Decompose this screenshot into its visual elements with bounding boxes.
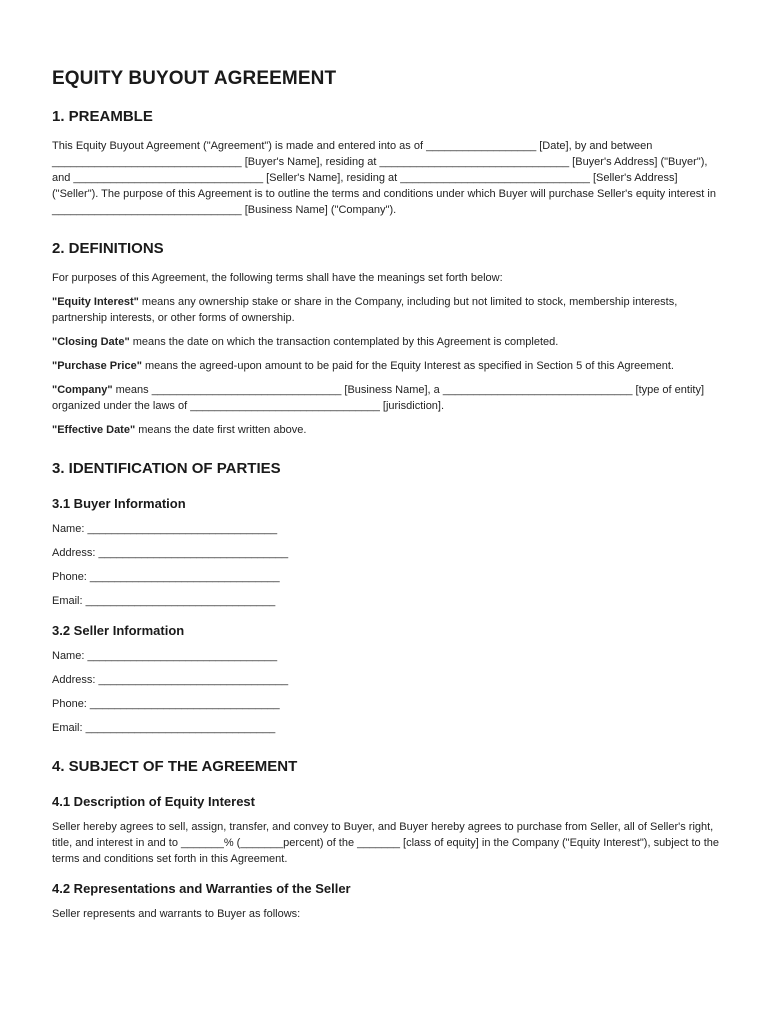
definition-term: "Company" [52,384,113,396]
definition-text: means the date first written above. [135,424,307,436]
parties-section [52,460,722,736]
equity-description-heading: 4.1 Description of Equity Interest [52,794,255,809]
definitions-intro: For purposes of this Agreement, the following terms shall have the meanings set forth below: [52,272,503,284]
definition-item [52,294,722,326]
buyer-email-field: Email: _______________________________ [52,595,276,607]
seller-address-field: Address: _______________________________ [52,674,289,686]
subject-section [52,758,722,922]
definition-text: means the date on which the transaction contemplated by this Agreement is completed. [129,336,559,348]
seller-representations-heading: 4.2 Representations and Warranties of the Seller [52,881,351,896]
preamble-heading: 1. PREAMBLE [52,108,153,125]
seller-phone-field: Phone: _______________________________ [52,698,280,710]
definition-item [52,334,722,350]
preamble-text: This Equity Buyout Agreement ("Agreement") is made and entered into as of __________________ [Date], by and between _______________________________ [Buyer's Name], residing at _______________________________ [Buyer's Address] ("Buyer"), and _______________________________ [Seller's Name], residing at _______________________________ [Seller's Address] ("Seller"). The purpose of this Agreement is to outline the terms and conditions under which Buyer will purchase Seller's equity interest in _______________________________ [Business Name] ("Company"). [52,140,716,216]
definition-term: "Effective Date" [52,424,136,436]
definition-term: "Purchase Price" [52,360,142,372]
buyer-info-heading: 3.1 Buyer Information [52,496,186,511]
definitions-section [52,240,722,438]
seller-email-field: Email: _______________________________ [52,722,276,734]
buyer-address-field: Address: _______________________________ [52,547,289,559]
buyer-phone-field: Phone: _______________________________ [52,571,280,583]
definition-term: "Equity Interest" [52,296,139,308]
definition-text: means the agreed-upon amount to be paid for the Equity Interest as specified in Section 5 of this Agreement. [141,360,674,372]
definition-item [52,358,722,374]
definition-term: "Closing Date" [52,336,130,348]
parties-heading: 3. IDENTIFICATION OF PARTIES [52,460,281,477]
document-title: EQUITY BUYOUT AGREEMENT [52,68,337,89]
definition-item [52,422,722,438]
seller-info-heading: 3.2 Seller Information [52,623,185,638]
equity-description-text: Seller hereby agrees to sell, assign, transfer, and convey to Buyer, and Buyer hereby agrees to purchase from Seller, all of Seller's right, title, and interest in and to _______% (_______percent) of the _______ [class of equity] in the Company ("Equity Interest"), subject to the terms and conditions set forth in this Agreement. [52,821,719,865]
seller-name-field: Name: _______________________________ [52,650,278,662]
definition-item [52,382,722,414]
preamble-section [52,108,722,218]
definition-text: means any ownership stake or share in the Company, including but not limited to stock, membership interests, partnership interests, or other forms of ownership. [52,296,678,324]
definition-text: means _______________________________ [Business Name], a _______________________________ [type of entity] organized under the laws of _______________________________ [jurisdiction]. [52,384,705,412]
buyer-name-field: Name: _______________________________ [52,523,278,535]
seller-representations-text: Seller represents and warrants to Buyer as follows: [52,908,301,920]
definitions-heading: 2. DEFINITIONS [52,240,164,257]
subject-heading: 4. SUBJECT OF THE AGREEMENT [52,758,298,775]
